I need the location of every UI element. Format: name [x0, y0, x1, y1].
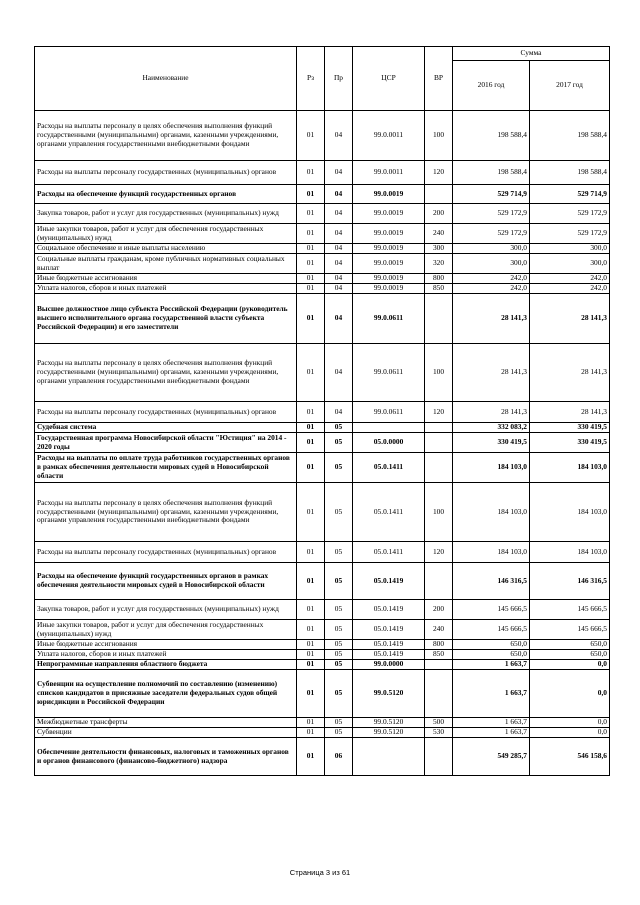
- csr-cell: 99.0.0611: [353, 294, 425, 344]
- rz-cell: 01: [297, 453, 325, 483]
- rz-cell: 01: [297, 204, 325, 224]
- pr-cell: 05: [325, 600, 353, 620]
- csr-cell: 99.0.0019: [353, 204, 425, 224]
- rz-cell: 01: [297, 483, 325, 542]
- vr-cell: 100: [425, 111, 453, 161]
- table-row: [35, 660, 610, 670]
- name-cell: Уплата налогов, сборов и иных платежей: [35, 284, 297, 294]
- vr-cell: [425, 453, 453, 483]
- rz-cell: 01: [297, 224, 325, 244]
- rz-cell: 01: [297, 640, 325, 650]
- csr-cell: 05.0.1411: [353, 453, 425, 483]
- header-vr: ВР: [425, 47, 453, 111]
- amount-2017-cell: 650,0: [530, 650, 610, 660]
- amount-2016-cell: 650,0: [453, 650, 530, 660]
- table-row: [35, 244, 610, 254]
- vr-cell: 120: [425, 161, 453, 185]
- name-cell: Расходы на выплаты персоналу государственных (муниципальных) органов: [35, 542, 297, 563]
- table-row: [35, 670, 610, 718]
- pr-cell: 05: [325, 670, 353, 718]
- csr-cell: 05.0.1419: [353, 640, 425, 650]
- csr-cell: 99.0.0019: [353, 244, 425, 254]
- amount-2017-cell: 300,0: [530, 244, 610, 254]
- pr-cell: 04: [325, 294, 353, 344]
- amount-2017-cell: 184 103,0: [530, 453, 610, 483]
- name-cell: Межбюджетные трансферты: [35, 718, 297, 728]
- amount-2016-cell: 529 714,9: [453, 185, 530, 204]
- vr-cell: 100: [425, 483, 453, 542]
- amount-2017-cell: 184 103,0: [530, 483, 610, 542]
- amount-2017-cell: 28 141,3: [530, 344, 610, 402]
- rz-cell: 01: [297, 620, 325, 640]
- amount-2017-cell: 330 419,5: [530, 433, 610, 453]
- name-cell: Расходы на выплаты персоналу в целях обеспечения выполнения функций государственными (муниципальными) органами, казенными учреждениями, органами управления государственными внебюджетными фондами: [35, 483, 297, 542]
- rz-cell: 01: [297, 402, 325, 423]
- pr-cell: 05: [325, 620, 353, 640]
- amount-2016-cell: 650,0: [453, 640, 530, 650]
- table-row: [35, 620, 610, 640]
- csr-cell: [353, 423, 425, 433]
- rz-cell: 01: [297, 254, 325, 274]
- pr-cell: 05: [325, 423, 353, 433]
- name-cell: Субвенции на осуществление полномочий по составлению (изменению) списков кандидатов в присяжные заседатели федеральных судов общей юрисдикции в Российской Федерации: [35, 670, 297, 718]
- amount-2017-cell: 28 141,3: [530, 294, 610, 344]
- vr-cell: 800: [425, 274, 453, 284]
- name-cell: Расходы на выплаты персоналу в целях обеспечения выполнения функций государственными (муниципальными) органами, казенными учреждениями, органами управления государственными внебюджетными фондами: [35, 344, 297, 402]
- csr-cell: 99.0.0011: [353, 111, 425, 161]
- table-row: [35, 640, 610, 650]
- rz-cell: 01: [297, 728, 325, 738]
- pr-cell: 05: [325, 453, 353, 483]
- table-row: [35, 254, 610, 274]
- csr-cell: 05.0.0000: [353, 433, 425, 453]
- vr-cell: [425, 185, 453, 204]
- vr-cell: [425, 660, 453, 670]
- name-cell: Социальные выплаты гражданам, кроме публичных нормативных социальных выплат: [35, 254, 297, 274]
- rz-cell: 01: [297, 294, 325, 344]
- rz-cell: 01: [297, 433, 325, 453]
- csr-cell: 99.0.0019: [353, 284, 425, 294]
- amount-2016-cell: 1 663,7: [453, 718, 530, 728]
- csr-cell: 99.0.0011: [353, 161, 425, 185]
- header-sum: Сумма: [453, 47, 610, 61]
- csr-cell: 05.0.1411: [353, 483, 425, 542]
- name-cell: Закупка товаров, работ и услуг для государственных (муниципальных) нужд: [35, 600, 297, 620]
- amount-2016-cell: 28 141,3: [453, 402, 530, 423]
- vr-cell: [425, 670, 453, 718]
- vr-cell: [425, 563, 453, 600]
- amount-2016-cell: 145 666,5: [453, 620, 530, 640]
- pr-cell: 05: [325, 542, 353, 563]
- amount-2017-cell: 145 666,5: [530, 600, 610, 620]
- vr-cell: 500: [425, 718, 453, 728]
- amount-2016-cell: 184 103,0: [453, 483, 530, 542]
- amount-2017-cell: 184 103,0: [530, 542, 610, 563]
- amount-2017-cell: 650,0: [530, 640, 610, 650]
- csr-cell: 05.0.1419: [353, 600, 425, 620]
- name-cell: Непрограммные направления областного бюджета: [35, 660, 297, 670]
- pr-cell: 05: [325, 660, 353, 670]
- pr-cell: 04: [325, 274, 353, 284]
- header-csr: ЦСР: [353, 47, 425, 111]
- csr-cell: 99.0.0019: [353, 185, 425, 204]
- csr-cell: 05.0.1411: [353, 542, 425, 563]
- amount-2017-cell: 146 316,5: [530, 563, 610, 600]
- pr-cell: 05: [325, 433, 353, 453]
- name-cell: Иные закупки товаров, работ и услуг для обеспечения государственных (муниципальных) нужд: [35, 620, 297, 640]
- header-pr: Пр: [325, 47, 353, 111]
- table-row: [35, 284, 610, 294]
- amount-2016-cell: 300,0: [453, 254, 530, 274]
- vr-cell: 200: [425, 600, 453, 620]
- table-row: [35, 224, 610, 244]
- table-row: [35, 563, 610, 600]
- rz-cell: 01: [297, 738, 325, 776]
- rz-cell: 01: [297, 161, 325, 185]
- pr-cell: 04: [325, 185, 353, 204]
- budget-table: [34, 46, 610, 776]
- amount-2017-cell: 529 172,9: [530, 204, 610, 224]
- header-2017: 2017 год: [530, 61, 610, 111]
- name-cell: Субвенции: [35, 728, 297, 738]
- vr-cell: 300: [425, 244, 453, 254]
- table-row: [35, 111, 610, 161]
- vr-cell: 850: [425, 650, 453, 660]
- table-row: [35, 161, 610, 185]
- amount-2017-cell: 529 714,9: [530, 185, 610, 204]
- pr-cell: 05: [325, 483, 353, 542]
- name-cell: Судебная система: [35, 423, 297, 433]
- csr-cell: 99.0.0019: [353, 224, 425, 244]
- vr-cell: 100: [425, 344, 453, 402]
- vr-cell: [425, 738, 453, 776]
- rz-cell: 01: [297, 600, 325, 620]
- rz-cell: 01: [297, 650, 325, 660]
- amount-2017-cell: 330 419,5: [530, 423, 610, 433]
- table-row: [35, 344, 610, 402]
- table-row: [35, 542, 610, 563]
- amount-2016-cell: 145 666,5: [453, 600, 530, 620]
- amount-2016-cell: 146 316,5: [453, 563, 530, 600]
- table-row: [35, 274, 610, 284]
- csr-cell: 99.0.0611: [353, 402, 425, 423]
- name-cell: Государственная программа Новосибирской области "Юстиция" на 2014 - 2020 годы: [35, 433, 297, 453]
- pr-cell: 04: [325, 244, 353, 254]
- csr-cell: 99.0.5120: [353, 718, 425, 728]
- rz-cell: 01: [297, 111, 325, 161]
- vr-cell: 120: [425, 542, 453, 563]
- name-cell: Иные бюджетные ассигнования: [35, 274, 297, 284]
- amount-2017-cell: 0,0: [530, 718, 610, 728]
- amount-2016-cell: 529 172,9: [453, 224, 530, 244]
- name-cell: Расходы на выплаты персоналу государственных (муниципальных) органов: [35, 161, 297, 185]
- header-2016: 2016 год: [453, 61, 530, 111]
- csr-cell: 05.0.1419: [353, 650, 425, 660]
- csr-cell: 05.0.1419: [353, 563, 425, 600]
- table-row: [35, 728, 610, 738]
- table-row: [35, 423, 610, 433]
- name-cell: Расходы на выплаты персоналу государственных (муниципальных) органов: [35, 402, 297, 423]
- amount-2017-cell: 0,0: [530, 728, 610, 738]
- rz-cell: 01: [297, 542, 325, 563]
- amount-2016-cell: 300,0: [453, 244, 530, 254]
- header-rz: Рз: [297, 47, 325, 111]
- table-row: [35, 185, 610, 204]
- vr-cell: 120: [425, 402, 453, 423]
- amount-2017-cell: 546 158,6: [530, 738, 610, 776]
- amount-2016-cell: 1 663,7: [453, 670, 530, 718]
- csr-cell: 99.0.5120: [353, 670, 425, 718]
- table-row: [35, 738, 610, 776]
- vr-cell: 240: [425, 224, 453, 244]
- pr-cell: 04: [325, 402, 353, 423]
- vr-cell: 200: [425, 204, 453, 224]
- amount-2016-cell: 1 663,7: [453, 728, 530, 738]
- pr-cell: 04: [325, 224, 353, 244]
- name-cell: Расходы на выплаты по оплате труда работников государственных органов в рамках обеспечения деятельности мировых судей в Новосибирской области: [35, 453, 297, 483]
- table-row: [35, 483, 610, 542]
- name-cell: Обеспечение деятельности финансовых, налоговых и таможенных органов и органов финансового (финансово-бюджетного) надзора: [35, 738, 297, 776]
- name-cell: Закупка товаров, работ и услуг для государственных (муниципальных) нужд: [35, 204, 297, 224]
- pr-cell: 05: [325, 563, 353, 600]
- header-name: Наименование: [35, 47, 297, 111]
- amount-2017-cell: 300,0: [530, 254, 610, 274]
- name-cell: Иные закупки товаров, работ и услуг для обеспечения государственных (муниципальных) нужд: [35, 224, 297, 244]
- vr-cell: 530: [425, 728, 453, 738]
- name-cell: Расходы на обеспечение функций государственных органов в рамках обеспечения деятельности мировых судей в Новосибирской области: [35, 563, 297, 600]
- rz-cell: 01: [297, 423, 325, 433]
- pr-cell: 04: [325, 254, 353, 274]
- vr-cell: 800: [425, 640, 453, 650]
- pr-cell: 04: [325, 161, 353, 185]
- table-row: [35, 433, 610, 453]
- name-cell: Уплата налогов, сборов и иных платежей: [35, 650, 297, 660]
- amount-2016-cell: 529 172,9: [453, 204, 530, 224]
- amount-2017-cell: 242,0: [530, 284, 610, 294]
- csr-cell: 05.0.1419: [353, 620, 425, 640]
- vr-cell: [425, 433, 453, 453]
- pr-cell: 05: [325, 650, 353, 660]
- name-cell: Иные бюджетные ассигнования: [35, 640, 297, 650]
- rz-cell: 01: [297, 563, 325, 600]
- table-row: [35, 402, 610, 423]
- amount-2016-cell: 184 103,0: [453, 453, 530, 483]
- amount-2017-cell: 198 588,4: [530, 161, 610, 185]
- pr-cell: 05: [325, 640, 353, 650]
- pr-cell: 04: [325, 204, 353, 224]
- amount-2017-cell: 0,0: [530, 660, 610, 670]
- amount-2016-cell: 242,0: [453, 274, 530, 284]
- name-cell: Высшее должностное лицо субъекта Российской Федерации (руководитель высшего исполнительного органа государственной власти субъекта Российской Федерации) и его заместители: [35, 294, 297, 344]
- rz-cell: 01: [297, 274, 325, 284]
- csr-cell: [353, 738, 425, 776]
- vr-cell: [425, 423, 453, 433]
- rz-cell: 01: [297, 660, 325, 670]
- amount-2016-cell: 549 285,7: [453, 738, 530, 776]
- amount-2017-cell: 0,0: [530, 670, 610, 718]
- pr-cell: 06: [325, 738, 353, 776]
- pr-cell: 04: [325, 344, 353, 402]
- csr-cell: 99.0.0019: [353, 254, 425, 274]
- table-row: [35, 453, 610, 483]
- pr-cell: 04: [325, 284, 353, 294]
- pr-cell: 05: [325, 718, 353, 728]
- rz-cell: 01: [297, 718, 325, 728]
- pr-cell: 05: [325, 728, 353, 738]
- vr-cell: [425, 294, 453, 344]
- amount-2017-cell: 242,0: [530, 274, 610, 284]
- amount-2016-cell: 330 419,5: [453, 433, 530, 453]
- amount-2016-cell: 332 083,2: [453, 423, 530, 433]
- csr-cell: 99.0.0000: [353, 660, 425, 670]
- csr-cell: 99.0.5120: [353, 728, 425, 738]
- csr-cell: 99.0.0611: [353, 344, 425, 402]
- csr-cell: 99.0.0019: [353, 274, 425, 284]
- vr-cell: 320: [425, 254, 453, 274]
- amount-2017-cell: 529 172,9: [530, 224, 610, 244]
- amount-2017-cell: 28 141,3: [530, 402, 610, 423]
- table-row: [35, 204, 610, 224]
- rz-cell: 01: [297, 185, 325, 204]
- amount-2016-cell: 28 141,3: [453, 294, 530, 344]
- amount-2016-cell: 198 588,4: [453, 161, 530, 185]
- rz-cell: 01: [297, 670, 325, 718]
- page-number: Страница 3 из 61: [289, 868, 351, 877]
- rz-cell: 01: [297, 344, 325, 402]
- amount-2016-cell: 28 141,3: [453, 344, 530, 402]
- table-row: [35, 294, 610, 344]
- amount-2017-cell: 145 666,5: [530, 620, 610, 640]
- amount-2016-cell: 1 663,7: [453, 660, 530, 670]
- name-cell: Расходы на выплаты персоналу в целях обеспечения выполнения функций государственными (муниципальными) органами, казенными учреждениями, органами управления государственными внебюджетными фондами: [35, 111, 297, 161]
- amount-2017-cell: 198 588,4: [530, 111, 610, 161]
- amount-2016-cell: 184 103,0: [453, 542, 530, 563]
- table-row: [35, 718, 610, 728]
- pr-cell: 04: [325, 111, 353, 161]
- amount-2016-cell: 198 588,4: [453, 111, 530, 161]
- rz-cell: 01: [297, 244, 325, 254]
- vr-cell: 240: [425, 620, 453, 640]
- rz-cell: 01: [297, 284, 325, 294]
- vr-cell: 850: [425, 284, 453, 294]
- table-row: [35, 650, 610, 660]
- table-row: [35, 600, 610, 620]
- name-cell: Расходы на обеспечение функций государственных органов: [35, 185, 297, 204]
- amount-2016-cell: 242,0: [453, 284, 530, 294]
- header-row-top: [35, 47, 610, 61]
- name-cell: Социальное обеспечение и иные выплаты населению: [35, 244, 297, 254]
